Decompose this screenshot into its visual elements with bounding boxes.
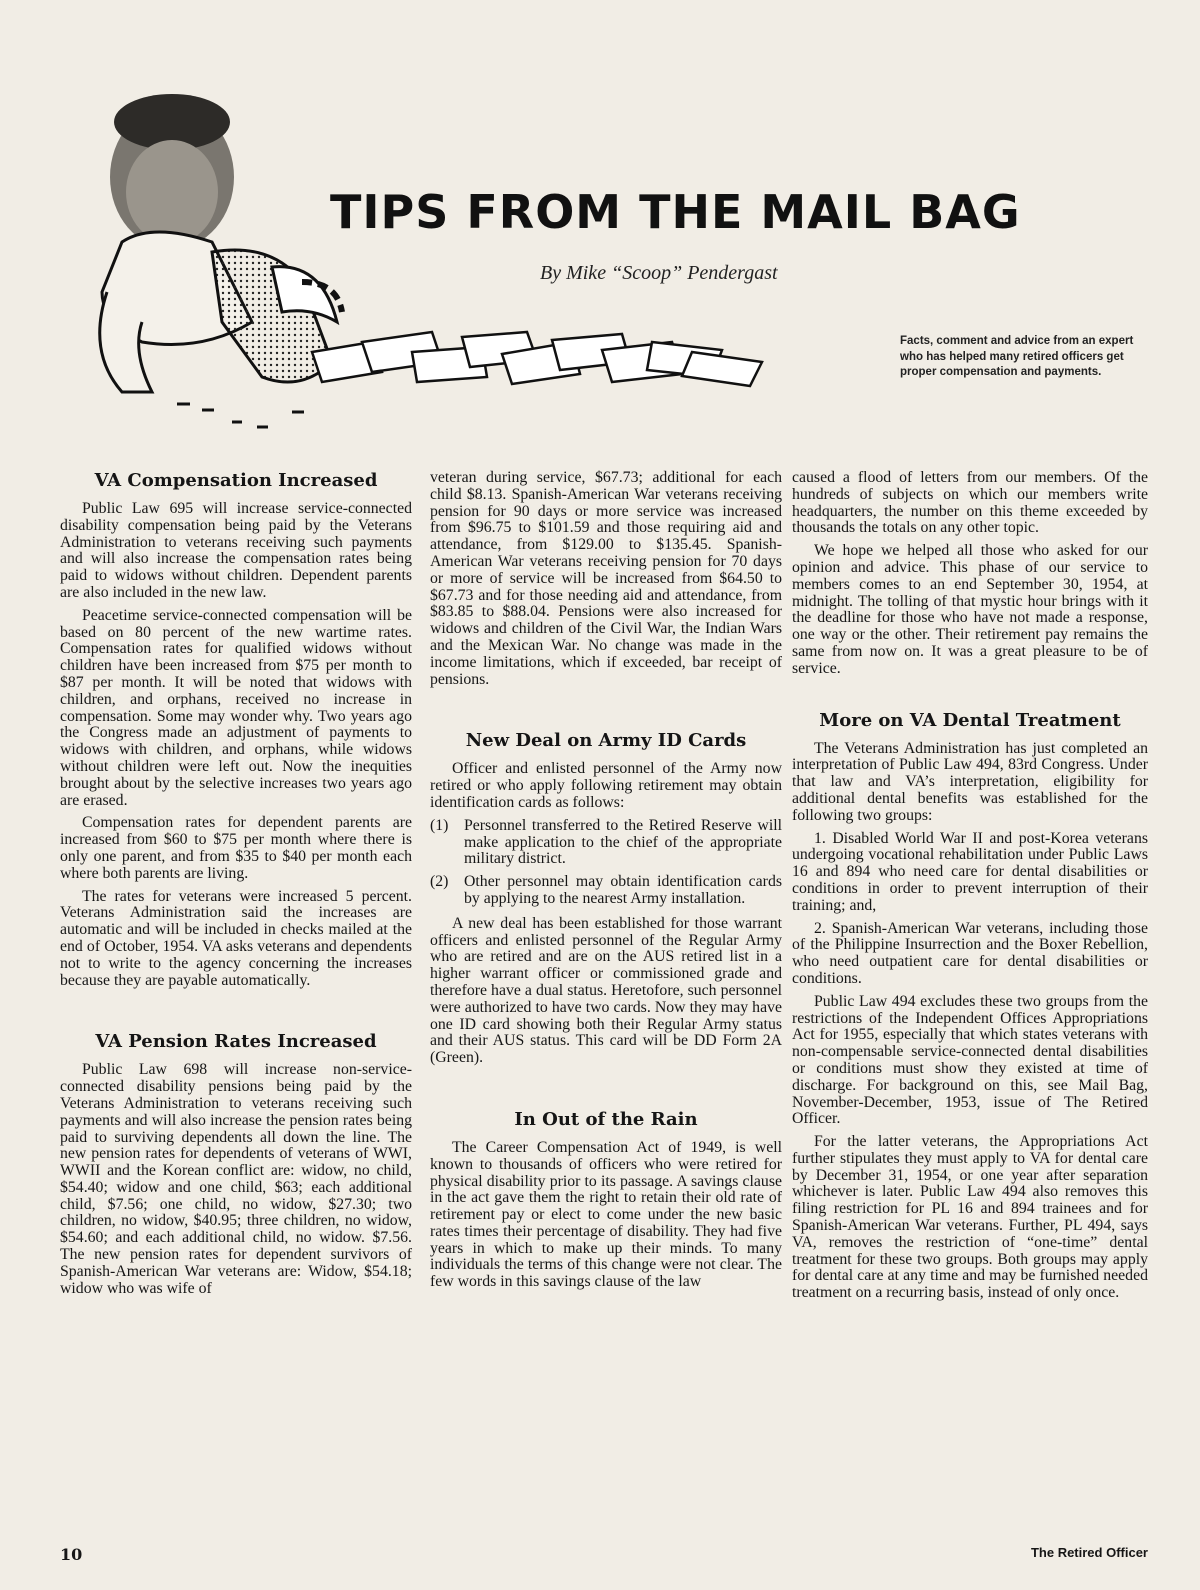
intro-blurb: Facts, comment and advice from an expert who has helped many retired officers get proper compensation and payments. (900, 335, 1134, 378)
paragraph: The Career Compensation Act of 1949, is well known to thousands of officers who were retired for physical disability prior to its passage. A savings clause in the act gave them the right to retain their old rate of retirement pay or elect to come under the new basic rates times their percentage of disability. They had five years in which to make up their minds. To many individuals the terms of this change were not clear. The few words in this savings clause of the law (430, 1138, 782, 1291)
column-2 (430, 470, 782, 1297)
paragraph: For the latter veterans, the Appropriations Act further stipulates they must apply to VA for dental care by December 31, 1954, or one year after separation whichever is later. Public Law 494 also removes this filing restriction for PL 16 and 894 trainees and for Spanish-American War veterans. Further, PL 494, says VA, removes the restriction of “one-time” dental treatment for these two groups. Both groups may apply for dental care at any time and may be furnished needed treatment on a recurring basis, instead of only once. (792, 1133, 1148, 1302)
numbered-list (430, 818, 782, 908)
spacer (430, 1073, 782, 1109)
paragraph: A new deal has been established for those warrant officers and enlisted personnel of the Regular Army who are retired and are on the AUS retired list in a higher warrant officer or commissioned grade and therefore have a dual status. Heretofore, such personnel were authorized to have two cards. Now they may have one ID card showing both their Regular Army status and their AUS status. This card will be DD Form 2A (Green). (430, 914, 782, 1067)
paragraph: The Veterans Administration has just completed an interpretation of Public Law 494, 83rd Congress. Under that law and VA’s interpretation, eligibility for additional dental benefits was established for the following two groups: (792, 739, 1148, 824)
list-item (430, 874, 782, 908)
list-text: Personnel transferred to the Retired Reserve will make application to the chief of the appropriate military district. (464, 816, 782, 868)
paragraph: Compensation rates for dependent parents are increased from $60 to $75 per month where there is only one parent, and from $35 to $40 per month each where both parents are living. (60, 814, 412, 882)
article-title: TIPS FROM THE MAIL BAG (330, 185, 1021, 239)
section-heading: In Out of the Rain (514, 1108, 698, 1130)
list-item (430, 818, 782, 868)
section-heading: VA Pension Rates Increased (95, 1031, 377, 1053)
paragraph: The rates for veterans were increased 5 percent. Veterans Administration said the increases are automatic and will be included in checks mailed at the end of October, 1954. VA asks veterans and dependents not to write to the agency concerning the increases because they are payable automatically. (60, 887, 412, 989)
letters (312, 332, 762, 386)
column-3 (792, 470, 1148, 1308)
paragraph: Public Law 698 will increase non-service-connected disability pensions being paid by the Veterans Administration to veterans receiving such payments and will also increase the pension rates being paid to surviving dependents all down the line. The new pension rates for dependents of veterans of WWI, WWII and the Korean conflict are: widow, no child, $54.40; widow and one child, $63; each additional child, $7.56; one child, no widow, $27.30; two children, no widow, $40.95; three children, no widow, $54.60; and each additional child, no widow. $7.56. The new pension rates for dependent survivors of Spanish-American War veterans are: Widow, $54.18; widow who was wife of (60, 1061, 412, 1297)
paragraph: We hope we helped all those who asked for our opinion and advice. This phase of our service to members comes to an end September 30, 1954, at midnight. The tolling of that mystic hour brings with it the deadline for those who have not made a response, one way or the other. Their retirement pay remains the same from now on. It was a great pleasure to be of service. (792, 542, 1148, 677)
paragraph: 1. Disabled World War II and post-Korea veterans undergoing vocational rehabilitation under Public Laws 16 and 894 who need care for dental disabilities or conditions in order to prevent interruption of their training; and, (792, 829, 1148, 914)
column-1 (60, 470, 412, 1303)
list-text: Other personnel may obtain identification cards by applying to the nearest Army installation. (464, 873, 782, 907)
section-heading: VA Compensation Increased (94, 470, 378, 491)
paragraph: Public Law 494 excludes these two groups from the restrictions of the Independent Offices Appropriations Act for 1955, especially that which states veterans with non-compensable service-connected dental disabilities or conditions must show they existed at time of discharge. For background on this, see Mail Bag, November-December, 1953, issue of The Retired Officer. (792, 992, 1148, 1128)
spacer (430, 694, 782, 730)
section-heading: More on VA Dental Treatment (819, 709, 1121, 731)
byline: By Mike “Scoop” Pendergast (540, 262, 778, 284)
section-heading: New Deal on Army ID Cards (465, 730, 747, 752)
spacer (792, 684, 1148, 710)
dash-marks (177, 404, 304, 427)
paragraph: caused a flood of letters from our members. Of the hundreds of subjects on which our members write headquarters, the number on this theme exceeded by thousands the totals on any other topic. (792, 469, 1148, 537)
list-number: (2) (430, 873, 449, 891)
paragraph: Officer and enlisted personnel of the Army now retired or who apply following retirement may obtain identification cards as follows: (430, 760, 782, 811)
spacer (60, 995, 412, 1031)
paragraph: Peacetime service-connected compensation will be based on 80 percent of the new wartime rates. Compensation rates for qualified widows without children have been increased from $75 per month to $87 per month. It will be noted that widows with children, and orphans, received no increase in compensation. Some may wonder why. Two years ago the Congress made an adjustment of payments to widows with children, and orphans, while widows without children were left out. Now the inequities brought about by the selective increases two years ago are erased. (60, 606, 412, 809)
paragraph: 2. Spanish-American War veterans, including those of the Philippine Insurrection and the Boxer Rebellion, who need outpatient care for dental disabilities or conditions. (792, 919, 1148, 987)
list-number: (1) (430, 816, 449, 834)
magazine-name: The Retired Officer (1030, 1545, 1148, 1560)
paragraph: veteran during service, $67.73; additional for each child $8.13. Spanish-American War veterans receiving pension for 90 days or more service was increased from $96.75 to $101.59 and those requiring aid and attendance, from $129.00 to $135.45. Spanish-American War veterans receiving pension for 70 days or more of service will be increased from $64.50 to $67.73 and for those needing aid and attendance, from $83.85 to $88.04. Pensions were also increased for widows and children of the Civil War, the Indian Wars and the Mexican War. No change was made in the income limitations, which if exceeded, bar receipt of pensions. (430, 469, 782, 688)
paragraph: Public Law 695 will increase service-connected disability compensation being paid by the Veterans Administration to veterans receiving such payments and will also increase the compensation rates being paid to widows without children. Dependent parents are also included in the new law. (60, 500, 412, 601)
page-number: 10 (60, 1545, 83, 1564)
